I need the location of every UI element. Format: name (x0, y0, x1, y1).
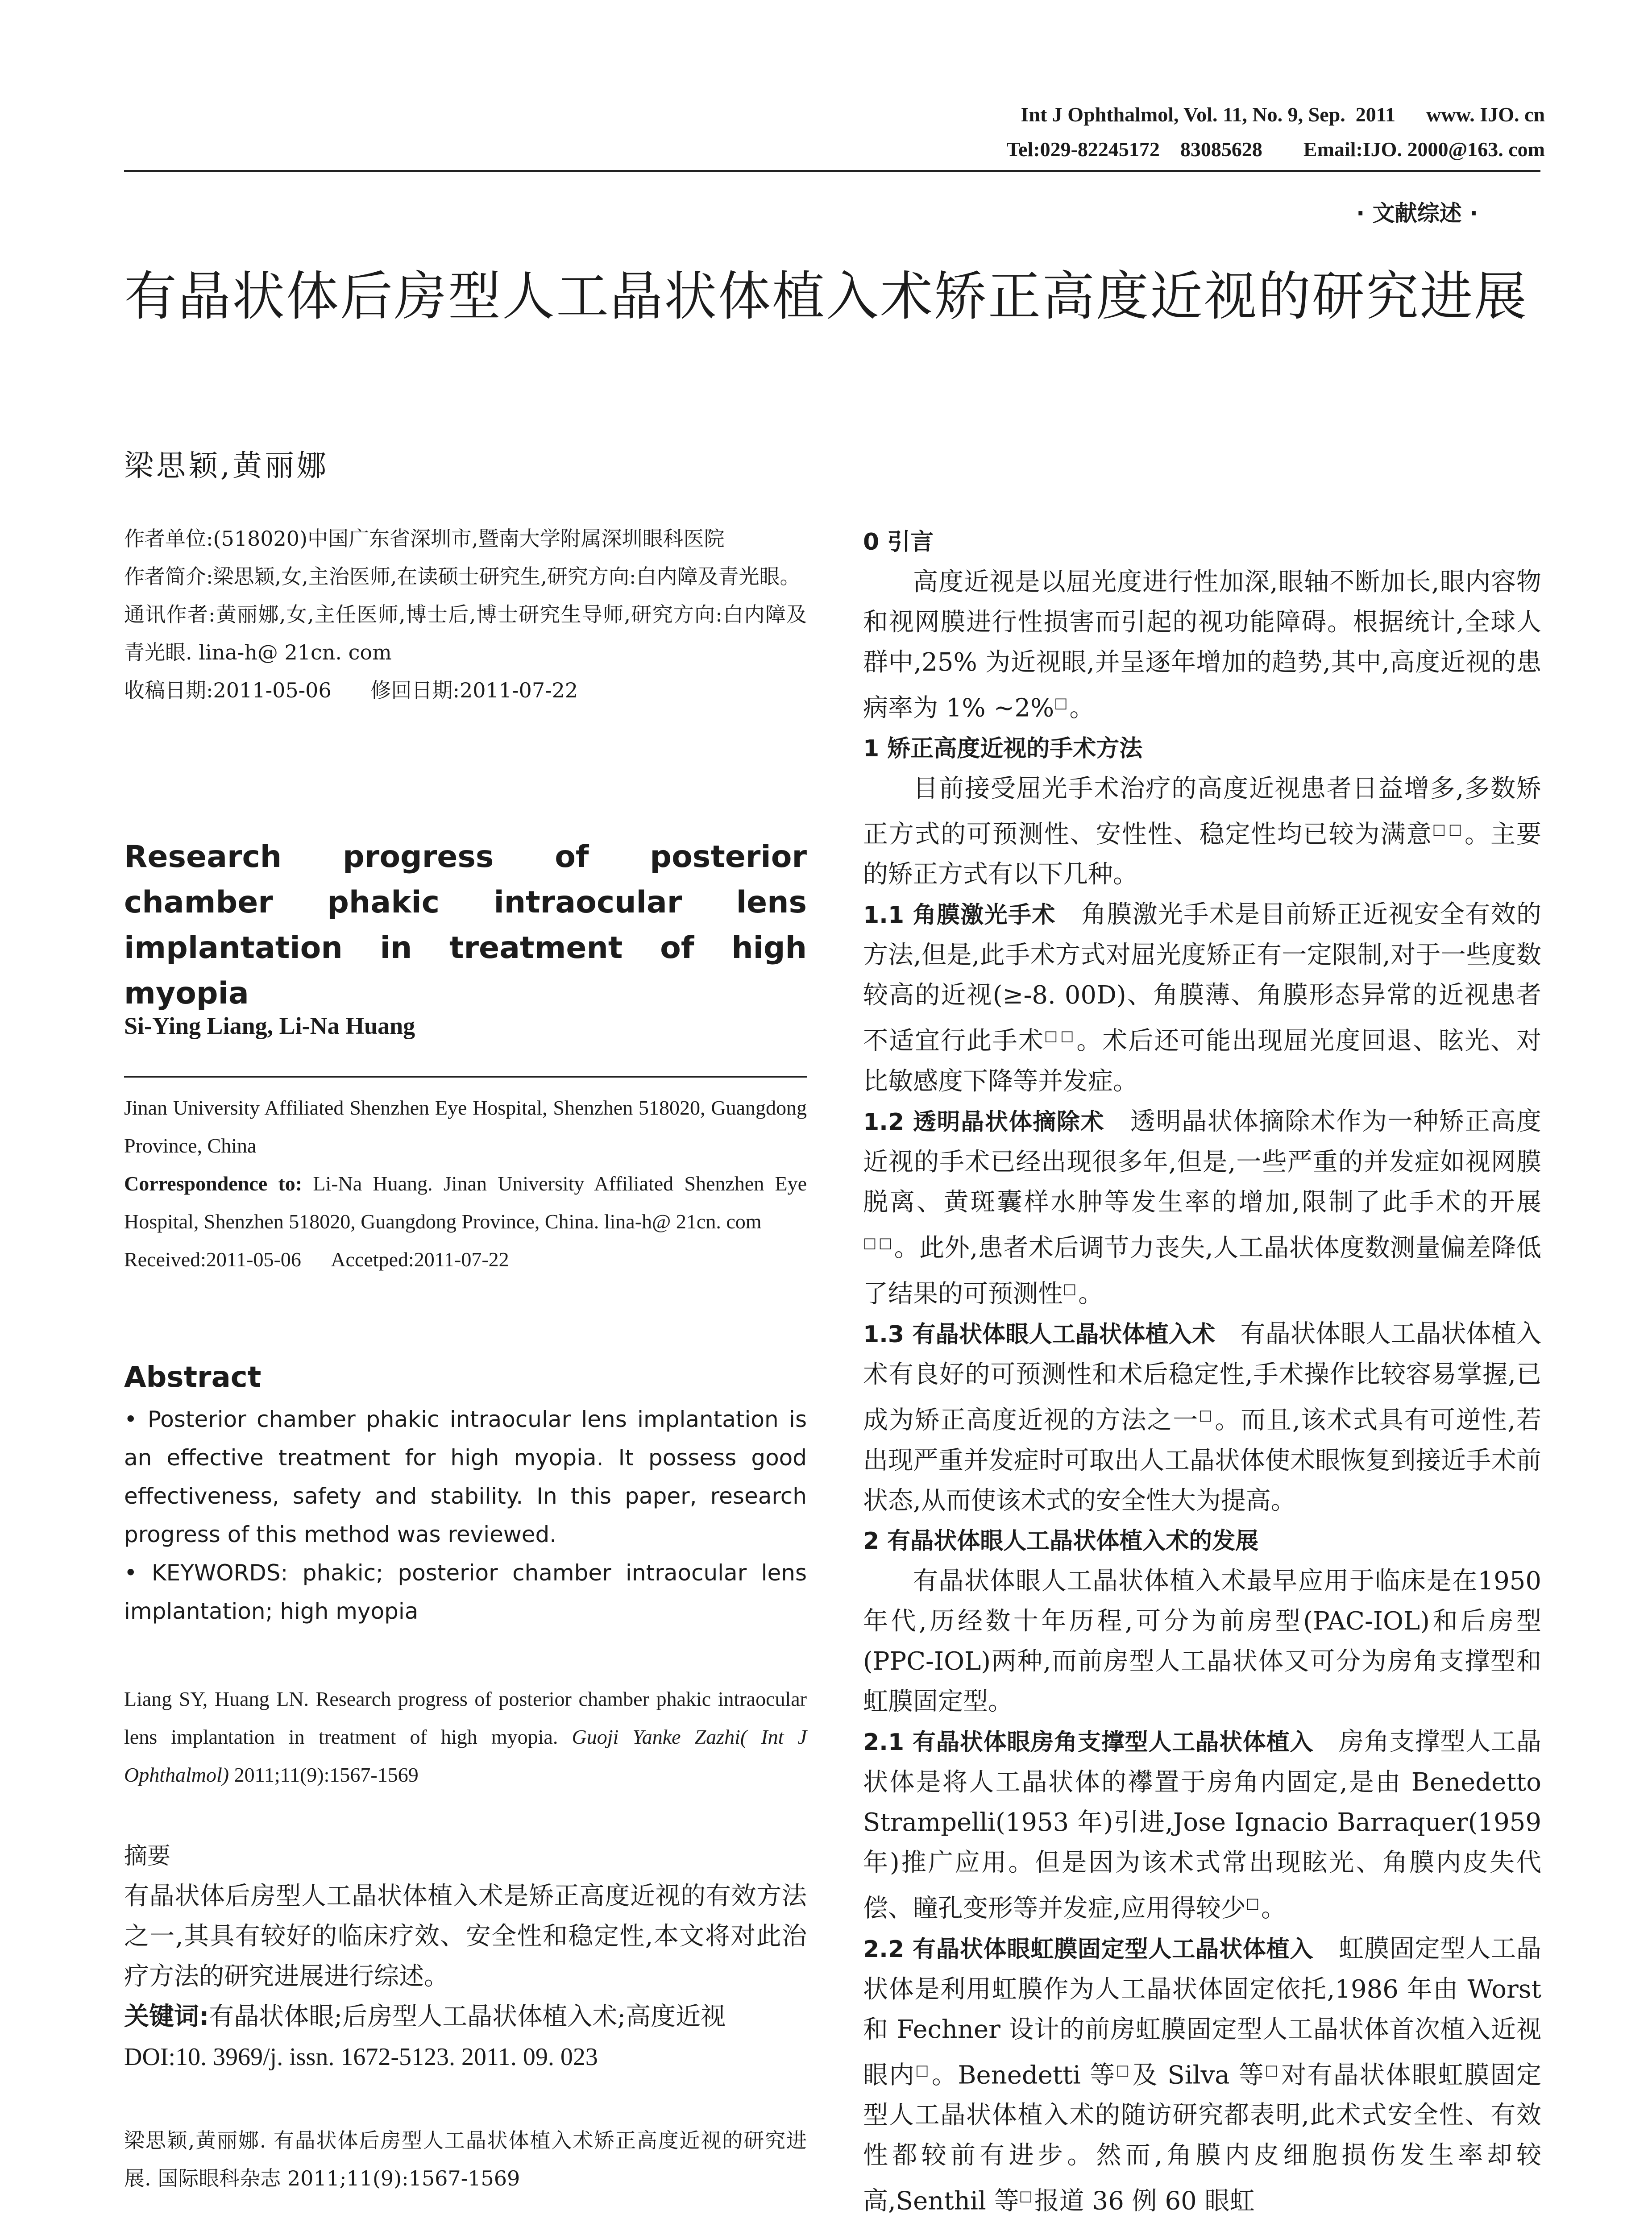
section-0-text: 高度近视是以屈光度进行性加深,眼轴不断加长,眼内容物和视网膜进行性损害而引起的视功能障碍。根据统计,全球人群中,25% 为近视眼,并呈逐年增加的趋势,其中,高度近视的患病率为 1% ~2%□。 (863, 568, 1541, 723)
keywords-cn (124, 1997, 807, 2037)
correspondence-en (124, 1165, 807, 1240)
citation-en (124, 1680, 807, 1794)
section-2-2: 2.2 有晶状体眼虹膜固定型人工晶状体植入 虹膜固定型人工晶状体是利用虹膜作为人工晶状体固定依托,1986 年由 Worst 和 Fechner 设计的前房虹膜固定型人工晶状体首次植入近视眼内□。Benedetti 等□及 Silva 等□对有晶状体眼虹膜固定型人工晶状体植入术的随访研究都表明,此术式安全性、有效性都较前有进步。然而,角膜内皮细胞损伤发生率却较高,Senthil 等□报道 36 例 60 眼虹 (863, 1934, 1542, 2216)
abstract-en-block (124, 1361, 807, 1630)
ref-marker: □ (1245, 1894, 1262, 1912)
ref-marker: □□ (1432, 820, 1465, 838)
ref-marker: □ (1199, 1406, 1215, 1424)
authors-rule (124, 1076, 807, 1078)
ref-marker: □ (1063, 1280, 1079, 1297)
section-1-2: 1.2 透明晶状体摘除术 透明晶状体摘除术作为一种矫正高度近视的手术已经出现很多年,但是,一些严重的并发症如视网膜脱离、黄斑囊样水肿等发生率的增加,限制了此手术的开展□□。此外,患者术后调节力丧失,人工晶状体度数测量偏差降低了结果的可预测性□。 (863, 1107, 1541, 1309)
citation-en-journal: Guoji Yanke Zazhi( Int J Ophthalmol) (124, 1725, 807, 1786)
section-2-1: 2.1 有晶状体眼房角支撑型人工晶状体植入 房角支撑型人工晶状体是将人工晶状体的襻置于房角内固定,是由 Benedetto Strampelli(1953 年)引进,Jose Ignacio Barraquer(1959 年)推广应用。但是因为该术式常出现眩光、角膜内皮失代偿、瞳孔变形等并发症,应用得较少□。 (863, 1727, 1541, 1923)
section-2-1-heading: 2.1 有晶状体眼房角支撑型人工晶状体植入 (863, 1729, 1314, 1756)
citation-en-text: Liang SY, Huang LN. Research progress of posterior chamber phakic intraocular lens implantation in treatment of high myopia. (124, 1688, 807, 1748)
author-bio-cn: 作者简介:梁思颖,女,主治医师,在读硕士研究生,研究方向:白内障及青光眼。 (124, 564, 801, 589)
section-2-heading: 2 有晶状体眼人工晶状体植入术的发展 (863, 1527, 1259, 1555)
abstract-cn-block (124, 1836, 807, 2077)
header-rule (124, 170, 1540, 172)
ref-marker: □ (1054, 694, 1070, 711)
ref-marker: □ (1265, 2061, 1282, 2078)
section-1-heading: 1 矫正高度近视的手术方法 (863, 735, 1143, 762)
section-1-1-heading: 1.1 角膜激光手术 (863, 902, 1056, 929)
keywords-cn-label: 关键词: (124, 2002, 209, 2031)
authors-cn: 梁思颖,黄丽娜 (124, 448, 329, 483)
running-header-contact: Tel:029-82245172 83085628 Email:IJO. 2000@163. com (1006, 138, 1545, 161)
affiliation-cn-block (124, 520, 807, 709)
abstract-body: • Posterior chamber phakic intraocular lens implantation is an effective treatment for high myopia. It possess good effectiveness, safety and stability. In this paper, research progress of this method was reviewed. (124, 1406, 807, 1547)
section-1-3-heading: 1.3 有晶状体眼人工晶状体植入术 (863, 1321, 1216, 1348)
section-1-1: 1.1 角膜激光手术 角膜激光手术是目前矫正近视安全有效的方法,但是,此手术方式对屈光度矫正有一定限制,对于一些度数较高的近视(≥-8. 00D)、角膜薄、角膜形态异常的近视患者不适宜行此手术□□。术后还可能出现屈光度回退、眩光、对比敏感度下降等并发症。 (863, 900, 1542, 1096)
ref-marker: □ (915, 2061, 932, 2078)
section-2-text: 有晶状体眼人工晶状体植入术最早应用于临床是在1950 年代,历经数十年历程,可分为前房型(PAC-IOL)和后房型(PPC-IOL)两种,而前房型人工晶状体又可分为房角支撑型和虹膜固定型。 (863, 1566, 1542, 1716)
ref-marker: □□ (863, 1234, 894, 1251)
ref-marker: □□ (1044, 1027, 1077, 1045)
ref-marker: □ (1116, 2061, 1133, 2078)
section-1-3-text: 有晶状体眼人工晶状体植入术有良好的可预测性和术后稳定性,手术操作比较容易掌握,已成为矫正高度近视的方法之一 (863, 1319, 1541, 1435)
section-1-text: 目前接受屈光手术治疗的高度近视患者日益增多,多数矫正方式的可预测性、安性性、稳定性均已较为满意□□。主要的矫正方式有以下几种。 (863, 774, 1542, 889)
authors-en: Si-Ying Liang, Li-Na Huang (124, 1012, 415, 1039)
correspondence-label: Correspondence to: (124, 1172, 303, 1195)
section-2-1-text: 房角支撑型人工晶状体是将人工晶状体的襻置于房角内固定,是由 Benedetto Strampelli(1953 年)引进,Jose Ignacio Barraquer(1959 年)推广应用。但是因为该术式常出现眩光、角膜内皮失代偿、瞳孔变形等并发症,应用得较少 (863, 1727, 1541, 1923)
abstract-cn-body: 有晶状体后房型人工晶状体植入术是矫正高度近视的有效方法之一,其具有较好的临床疗效、安全性和稳定性,本文将对此治疗方法的研究进展进行综述。 (124, 1882, 807, 1991)
citation-en-block (124, 1680, 807, 1794)
abstract-cn-heading: 摘要 (124, 1843, 171, 1870)
running-header-journal: Int J Ophthalmol, Vol. 11, No. 9, Sep. 2011 www. IJO. cn (1021, 103, 1545, 126)
section-label: · 文献综述 · (1356, 200, 1478, 226)
dates-en: Received:2011-05-06 Accetped:2011-07-22 (124, 1248, 509, 1271)
ref-marker: □ (1019, 2187, 1034, 2205)
article-title-cn: 有晶状体后房型人工晶状体植入术矫正高度近视的研究进展 (124, 265, 1528, 327)
abstract-keywords: • KEYWORDS: phakic; posterior chamber intraocular lens implantation; high myopia (124, 1560, 807, 1624)
correspondence-text: Li-Na Huang. Jinan University Affiliated Shenzhen Eye Hospital, Shenzhen 518020, Guangdong Province, China. lina-h@ 21cn. com (124, 1172, 807, 1233)
section-0-heading: 0 引言 (863, 529, 934, 556)
body-column (863, 522, 1541, 2222)
authors-en-block (124, 1012, 807, 1040)
citation-cn-block (124, 2122, 807, 2198)
affiliation-en-block (124, 1089, 807, 1278)
abstract-heading: Abstract (124, 1361, 261, 1394)
affiliation-en: Jinan University Affiliated Shenzhen Eye Hospital, Shenzhen 518020, Guangdong Province, China (124, 1096, 807, 1157)
affiliation-cn: 作者单位:(518020)中国广东省深圳市,暨南大学附属深圳眼科医院 (124, 527, 725, 551)
section-1-1-text: 角膜激光手术是目前矫正近视安全有效的方法,但是,此手术方式对屈光度矫正有一定限制,对于一些度数较高的近视(≥-8. 00D)、角膜薄、角膜形态异常的近视患者不适宜行此手术 (863, 900, 1541, 1056)
section-2-2-text: 虹膜固定型人工晶状体是利用虹膜作为人工晶状体固定依托,1986 年由 Worst 和 Fechner 设计的前房虹膜固定型人工晶状体首次植入近视眼内 (863, 1934, 1541, 2090)
corresponding-author-cn: 通讯作者:黄丽娜,女,主任医师,博士后,博士研究生导师,研究方向:白内障及青光眼. lina-h@ 21cn. com (124, 602, 807, 664)
doi: DOI:10. 3969/j. issn. 1672-5123. 2011. 09. 023 (124, 2043, 598, 2071)
section-1-3: 1.3 有晶状体眼人工晶状体植入术 有晶状体眼人工晶状体植入术有良好的可预测性和术后稳定性,手术操作比较容易掌握,已成为矫正高度近视的方法之一□。而且,该术式具有可逆性,若出现严重并发症时可取出人工晶状体使术眼恢复到接近手术前状态,从而使该术式的安全性大为提高。 (863, 1319, 1542, 1515)
section-2-2-heading: 2.2 有晶状体眼虹膜固定型人工晶状体植入 (863, 1936, 1314, 1963)
section-1-2-heading: 1.2 透明晶状体摘除术 (863, 1108, 1105, 1136)
english-title-block (124, 834, 807, 1016)
citation-cn: 梁思颖,黄丽娜. 有晶状体后房型人工晶状体植入术矫正高度近视的研究进展. 国际眼科杂志 2011;11(9):1567-1569 (124, 2128, 807, 2190)
section-1-2-text: 透明晶状体摘除术作为一种矫正高度近视的手术已经出现很多年,但是,一些严重的并发症如视网膜脱离、黄斑囊样水肿等发生率的增加,限制了此手术的开展 (863, 1107, 1541, 1217)
article-title-en: Research progress of posterior chamber phakic intraocular lens implantation in treatment of high myopia (124, 839, 807, 1011)
citation-en-tail: 2011;11(9):1567-1569 (229, 1763, 419, 1786)
keywords-cn-text: 有晶状体眼;后房型人工晶状体植入术;高度近视 (209, 2002, 726, 2031)
dates-cn: 收稿日期:2011-05-06 修回日期:2011-07-22 (124, 678, 578, 702)
